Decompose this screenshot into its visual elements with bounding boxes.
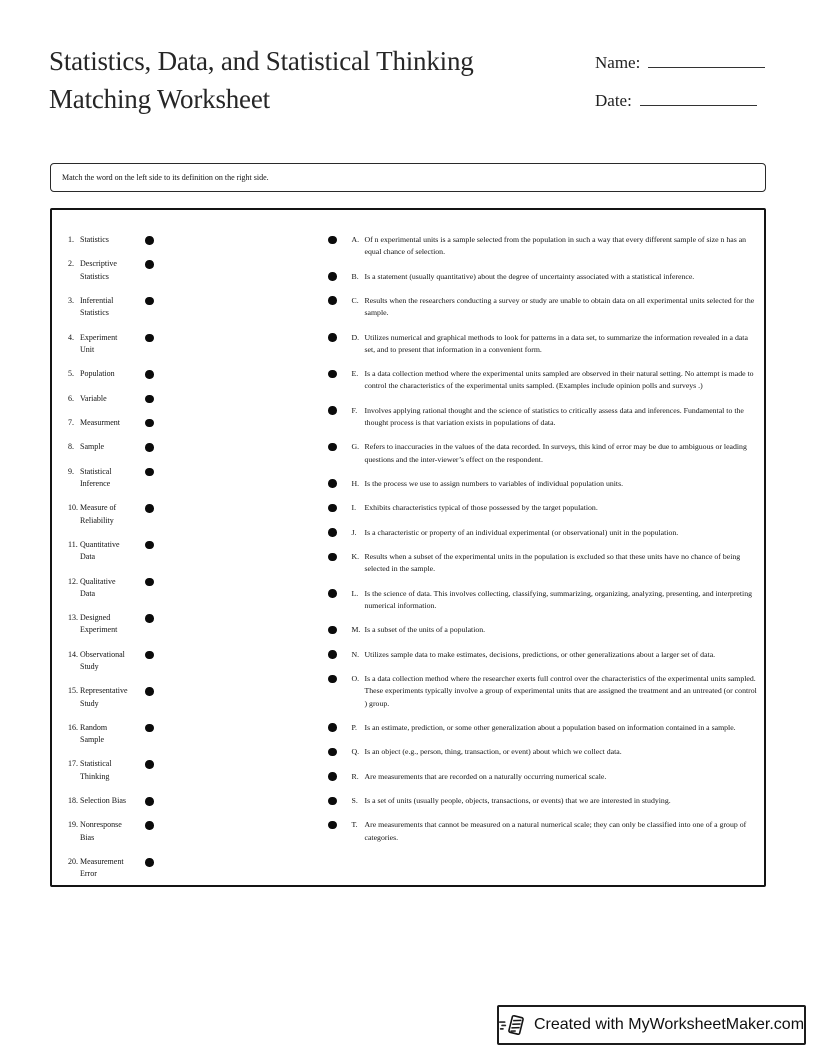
- match-dot[interactable]: [145, 370, 154, 379]
- definition-text: Of n experimental units is a sample selected from the population in such a way that every different sample of size n has an equal chance of selection.: [364, 235, 747, 257]
- term-number: 15.: [68, 686, 78, 696]
- name-field: [595, 50, 765, 75]
- definition-letter: P.: [351, 722, 357, 732]
- term-label: Quantitative Data: [80, 539, 120, 562]
- term-number: 4.: [68, 332, 74, 342]
- term-number: 6.: [68, 393, 74, 403]
- term-label: Representative Study: [80, 686, 128, 708]
- definition-item: [328, 795, 758, 807]
- term-number: 20.: [68, 857, 78, 867]
- term-label: Experiment Unit: [80, 332, 118, 354]
- term-number: 14.: [68, 649, 78, 659]
- term-item: [68, 539, 168, 563]
- definition-item: [328, 527, 758, 539]
- term-number: 12.: [68, 576, 78, 586]
- definition-letter: D.: [351, 332, 360, 342]
- match-dot[interactable]: [145, 687, 154, 696]
- definition-item: [328, 551, 758, 575]
- terms-column: [68, 234, 168, 893]
- definition-text: Is an estimate, prediction, or some other generalization about a population based on information contained in a sample.: [364, 722, 736, 732]
- definition-item: [328, 368, 758, 392]
- definition-item: [328, 441, 758, 465]
- definition-letter: I.: [351, 503, 357, 513]
- definition-item: [328, 502, 758, 514]
- term-item: [68, 258, 168, 282]
- match-dot[interactable]: [145, 578, 154, 587]
- match-dot[interactable]: [145, 395, 154, 404]
- definition-letter: T.: [351, 820, 358, 830]
- definition-letter: F.: [351, 405, 358, 415]
- definition-text: Involves applying rational thought and the science of statistics to critically assess data and inferences. Fundamental to the thought process is that variation exists in populations of data.: [364, 405, 744, 427]
- term-label: Random Sample: [80, 722, 108, 745]
- definition-text: Is an object (e.g., person, thing, transaction, or event) about which we collect data.: [364, 747, 622, 757]
- definition-text: Is a statement (usually quantitative) about the degree of uncertainty associated with a statistical inference.: [364, 271, 695, 281]
- definition-text: Refers to inaccuracies in the values of the data recorded. In surveys, this kind of error may be due to ambiguous or leading questions and the inter-viewer’s effect on the respondent.: [364, 442, 747, 464]
- match-dot[interactable]: [145, 443, 154, 452]
- definition-item: [328, 722, 758, 734]
- term-label: Statistical Inference: [80, 466, 112, 488]
- definition-text: Results when the researchers conducting a survey or study are unable to obtain data on all experimental units selected for the sample.: [364, 295, 755, 318]
- match-dot[interactable]: [328, 236, 337, 245]
- term-label: Statistics: [80, 235, 109, 244]
- page-title: [49, 42, 474, 118]
- term-item: [68, 649, 168, 673]
- definition-letter: A.: [351, 235, 360, 244]
- definition-letter: M.: [351, 625, 361, 635]
- match-dot[interactable]: [145, 614, 154, 623]
- term-label: Variable: [80, 393, 107, 403]
- credit-text: Created with MyWorksheetMaker.com: [534, 1016, 805, 1033]
- definition-letter: L.: [351, 588, 359, 598]
- match-dot[interactable]: [145, 297, 154, 306]
- match-dot[interactable]: [328, 296, 337, 305]
- match-dot[interactable]: [145, 236, 154, 245]
- definition-item: [328, 746, 758, 758]
- definition-item: [328, 295, 758, 319]
- definition-text: Is a subset of the units of a population.: [364, 625, 486, 635]
- term-label: Nonresponse Bias: [80, 820, 122, 842]
- definition-item: [328, 234, 758, 258]
- term-item: [68, 685, 168, 709]
- term-number: 2.: [68, 259, 74, 269]
- definition-letter: J.: [351, 527, 357, 537]
- match-dot[interactable]: [145, 797, 154, 806]
- definition-text: Is the science of data. This involves collecting, classifying, summarizing, organizing, analyzing, presenting, and interpreting numerical information.: [364, 588, 753, 610]
- match-dot[interactable]: [145, 260, 154, 269]
- date-input-line[interactable]: [640, 91, 757, 106]
- definition-item: [328, 588, 758, 612]
- definition-text: Utilizes sample data to make estimates, decisions, predictions, or other generalizations about a larger set of data.: [364, 649, 716, 659]
- definition-text: Are measurements that cannot be measured on a natural numerical scale; they can only be classified into one of a group of categories.: [364, 820, 747, 842]
- term-label: Designed Experiment: [80, 613, 118, 635]
- term-item: [68, 417, 168, 429]
- match-dot[interactable]: [328, 748, 337, 757]
- instructions-text: Match the word on the left side to its definition on the right side.: [62, 173, 269, 182]
- term-label: Observational Study: [80, 649, 125, 671]
- term-item: [68, 795, 168, 807]
- definition-text: Is the process we use to assign numbers to variables of individual population units.: [364, 478, 624, 488]
- term-number: 17.: [68, 759, 78, 769]
- term-label: Inferential Statistics: [80, 295, 114, 318]
- term-item: [68, 502, 168, 526]
- match-dot[interactable]: [328, 723, 337, 732]
- term-number: 16.: [68, 722, 78, 732]
- term-label: Descriptive Statistics: [80, 259, 117, 281]
- definition-item: [328, 405, 758, 429]
- match-dot[interactable]: [145, 541, 154, 550]
- match-dot[interactable]: [328, 626, 337, 635]
- term-item: [68, 368, 168, 380]
- term-item: [68, 612, 168, 636]
- definition-item: [328, 673, 758, 710]
- definition-item: [328, 271, 758, 283]
- term-label: Measurment: [80, 417, 120, 427]
- term-label: Population: [80, 369, 115, 379]
- match-dot[interactable]: [145, 858, 154, 867]
- term-item: [68, 819, 168, 843]
- match-dot[interactable]: [145, 821, 154, 830]
- term-item: [68, 576, 168, 600]
- term-item: [68, 234, 168, 246]
- term-label: Selection Bias: [80, 796, 126, 806]
- term-number: 18.: [68, 796, 78, 806]
- flying-document-icon: [499, 1013, 525, 1037]
- term-number: 3.: [68, 295, 74, 305]
- definition-text: Results when a subset of the experimental units in the population is excluded so that these units have no chance of being selected in the sample.: [364, 552, 741, 574]
- term-item: [68, 856, 168, 880]
- date-field: [595, 88, 765, 113]
- match-dot[interactable]: [328, 650, 337, 659]
- match-dot[interactable]: [328, 333, 337, 342]
- definition-text: Utilizes numerical and graphical methods to look for patterns in a data set, to summarize the information revealed in a data set, and to present that information in a convenient form.: [364, 332, 748, 354]
- name-label: Name:: [595, 53, 641, 72]
- match-dot[interactable]: [328, 370, 337, 379]
- term-label: Measure of Reliability: [80, 503, 117, 525]
- term-number: 11.: [68, 539, 78, 549]
- credit-badge[interactable]: [497, 1005, 806, 1045]
- definition-letter: B.: [351, 271, 359, 281]
- match-dot[interactable]: [145, 504, 154, 513]
- definition-item: [328, 819, 758, 843]
- match-dot[interactable]: [328, 675, 337, 684]
- match-dot[interactable]: [145, 651, 154, 660]
- date-label: Date:: [595, 91, 632, 110]
- match-dot[interactable]: [328, 504, 337, 513]
- term-item: [68, 393, 168, 405]
- page-title-line1: Statistics, Data, and Statistical Thinking: [49, 46, 474, 76]
- definition-text: Is a data collection method where the researcher exerts full control over the characteristics of the experimental units sampled. These experiments typically involve a group of experimental units that are assigned the treatment and an untreated (or control ) group.: [364, 674, 757, 708]
- definition-text: Is a characteristic or property of an individual experimental (or observational) unit in the population.: [364, 527, 679, 537]
- definition-letter: H.: [351, 478, 360, 488]
- match-dot[interactable]: [328, 272, 337, 281]
- term-item: [68, 722, 168, 746]
- definition-text: Exhibits characteristics typical of those possessed by the target population.: [364, 503, 598, 513]
- definition-text: Is a data collection method where the experimental units sampled are observed in their natural setting. No attempt is made to control the characteristics of the experimental units sampled. (Examples include opinion polls and surveys .): [364, 369, 754, 391]
- definition-text: Are measurements that are recorded on a naturally occurring numerical scale.: [364, 771, 607, 781]
- term-number: 8.: [68, 442, 74, 452]
- definition-text: Is a set of units (usually people, objects, transactions, or events) that we are interested in studying.: [364, 796, 671, 806]
- definition-item: [328, 478, 758, 490]
- match-dot[interactable]: [145, 468, 154, 477]
- term-item: [68, 332, 168, 356]
- term-number: 19.: [68, 820, 78, 830]
- term-item: [68, 758, 168, 782]
- term-label: Statistical Thinking: [80, 759, 112, 781]
- term-number: 5.: [68, 369, 74, 379]
- definition-letter: N.: [351, 649, 360, 659]
- definition-item: [328, 771, 758, 783]
- match-dot[interactable]: [328, 797, 337, 806]
- match-dot[interactable]: [328, 528, 337, 537]
- term-number: 1.: [68, 235, 74, 244]
- term-number: 9.: [68, 466, 74, 476]
- match-dot[interactable]: [328, 443, 337, 452]
- term-number: 13.: [68, 613, 78, 623]
- match-dot[interactable]: [328, 821, 337, 830]
- instructions-box: [50, 163, 766, 192]
- definitions-column: [328, 234, 758, 856]
- definition-letter: R.: [351, 771, 359, 781]
- header-fields: [595, 50, 765, 126]
- definition-letter: O.: [351, 674, 360, 684]
- term-item: [68, 466, 168, 490]
- page-title-line2: Matching Worksheet: [49, 84, 270, 114]
- match-dot[interactable]: [328, 772, 337, 781]
- name-input-line[interactable]: [648, 53, 765, 68]
- definition-letter: C.: [351, 295, 359, 305]
- term-number: 10.: [68, 503, 78, 513]
- definition-item: [328, 332, 758, 356]
- term-item: [68, 441, 168, 453]
- definition-letter: G.: [351, 442, 360, 452]
- definition-item: [328, 624, 758, 636]
- term-label: Qualitative Data: [80, 576, 116, 598]
- match-dot[interactable]: [145, 760, 154, 769]
- term-label: Sample: [80, 442, 104, 452]
- definition-letter: S.: [351, 796, 358, 806]
- definition-letter: E.: [351, 369, 359, 379]
- definition-item: [328, 649, 758, 661]
- definition-letter: Q.: [351, 747, 360, 757]
- match-dot[interactable]: [328, 589, 337, 598]
- term-item: [68, 295, 168, 319]
- match-dot[interactable]: [145, 724, 154, 733]
- match-dot[interactable]: [145, 334, 154, 343]
- term-number: 7.: [68, 417, 74, 427]
- match-dot[interactable]: [328, 479, 337, 488]
- term-label: Measurement Error: [80, 857, 124, 879]
- match-dot[interactable]: [145, 419, 154, 428]
- matching-area: [50, 208, 766, 887]
- match-dot[interactable]: [328, 553, 337, 562]
- match-dot[interactable]: [328, 406, 337, 415]
- definition-letter: K.: [351, 552, 360, 562]
